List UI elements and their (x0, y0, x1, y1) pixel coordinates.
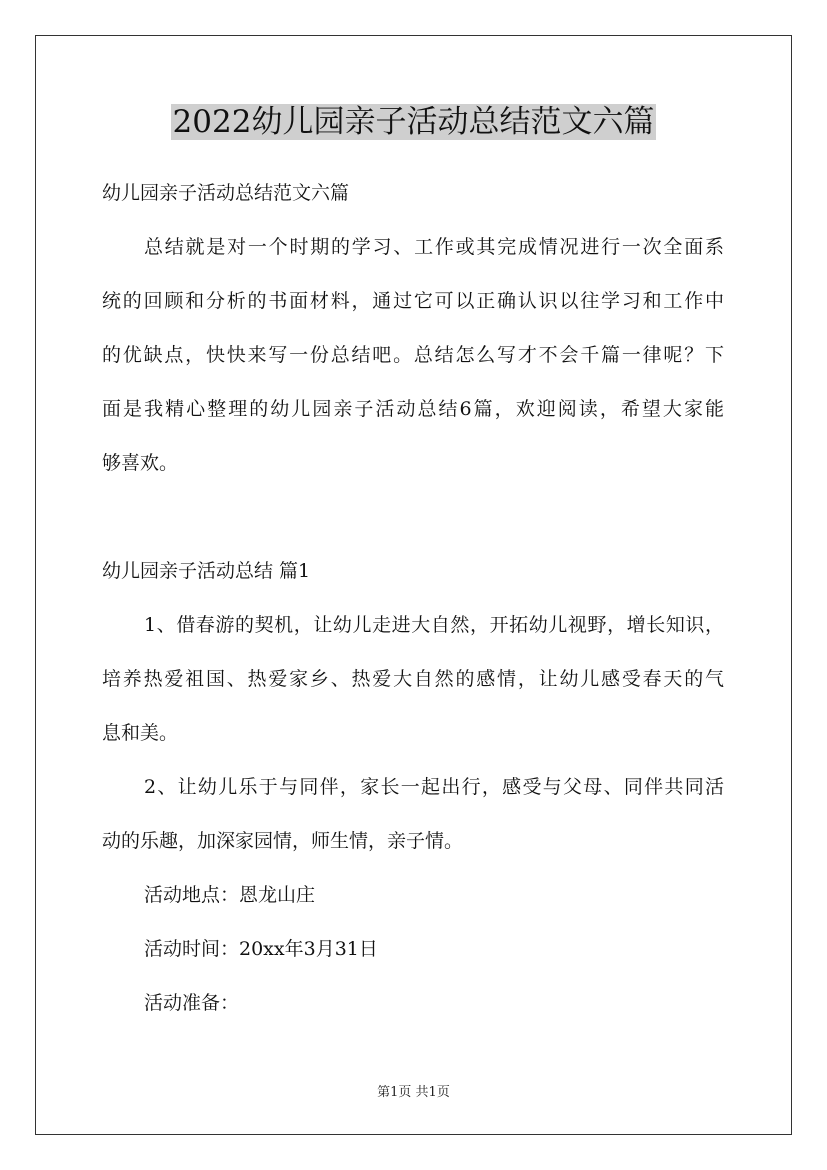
document-title-text: 2022幼儿园亲子活动总结范文六篇 (172, 104, 655, 140)
page-footer: 第1页 共1页 (377, 1085, 450, 1100)
section-heading: 幼儿园亲子活动总结 篇1 (102, 560, 311, 582)
intro-line: 总结就是对一个时期的学习、工作或其完成情况进行一次全面系 (144, 236, 724, 258)
point-two-line: 动的乐趣，加深家园情，师生情，亲子情。 (102, 830, 464, 852)
point-one-line: 培养热爱祖国、热爱家乡、热爱大自然的感情，让幼儿感受春天的气 (102, 668, 724, 690)
point-one-line: 息和美。 (102, 722, 179, 744)
point-two-line: 2、让幼儿乐于与同伴，家长一起出行，感受与父母、同伴共同活 (144, 776, 724, 798)
intro-line: 面是我精心整理的幼儿园亲子活动总结6篇，欢迎阅读，希望大家能 (102, 398, 724, 420)
point-one-line: 1、借春游的契机，让幼儿走进大自然，开拓幼儿视野，增长知识， (144, 614, 724, 636)
intro-line: 够喜欢。 (102, 452, 179, 474)
document-title (0, 100, 827, 144)
intro-line: 的优缺点，快快来写一份总结吧。总结怎么写才不会千篇一律呢？下 (102, 344, 724, 366)
document-subtitle: 幼儿园亲子活动总结范文六篇 (102, 182, 350, 204)
intro-line: 统的回顾和分析的书面材料，通过它可以正确认识以往学习和工作中 (102, 290, 724, 312)
activity-time: 活动时间：20xx年3月31日 (144, 938, 378, 960)
activity-location: 活动地点：恩龙山庄 (144, 884, 316, 906)
activity-preparation: 活动准备： (144, 992, 240, 1014)
